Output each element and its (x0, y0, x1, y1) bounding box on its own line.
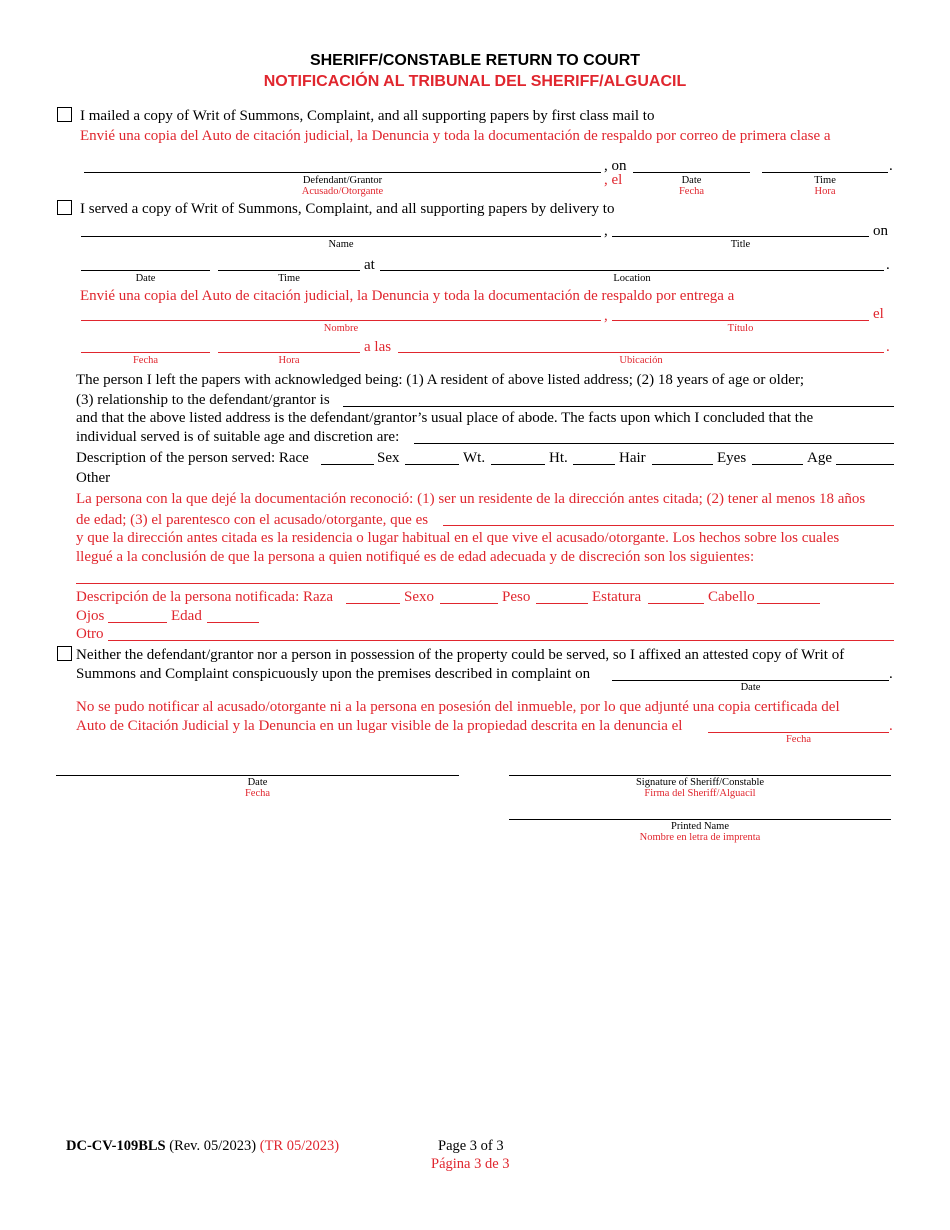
sheriff-signature-field[interactable] (509, 775, 891, 776)
delivery-name-label: Name (328, 239, 354, 250)
ack-line-4-spanish: llegué a la conclusión de que la persona a quien notifiqué es de edad adecuada y de discreción son los siguientes: (76, 549, 755, 565)
mailed-time-label-spanish: Hora (814, 186, 836, 197)
defendant-grantor-label: Defendant/Grantor (302, 175, 383, 186)
hair-label: Hair (619, 450, 646, 466)
ack-line-2: (3) relationship to the defendant/grantor is (76, 392, 330, 408)
sex-label: Sex (377, 450, 400, 466)
mailed-on-label-spanish: , el (604, 172, 623, 188)
mailed-text: I mailed a copy of Writ of Summons, Complaint, and all supporting papers by first class mail to (80, 108, 655, 124)
age-label: Age (807, 450, 832, 466)
otro-field[interactable] (108, 640, 894, 641)
cabello-label: Cabello (708, 589, 755, 605)
delivery-ubicacion-label: Ubicación (619, 355, 663, 366)
other-label: Other (76, 470, 111, 486)
otro-label: Otro (76, 626, 104, 642)
mailed-on-label: , on (604, 158, 627, 174)
posting-date-field[interactable] (612, 680, 889, 681)
delivery-fecha-field[interactable] (81, 352, 210, 353)
posting-checkbox[interactable] (57, 646, 72, 661)
sexo-field[interactable] (440, 603, 498, 604)
delivery-location-label: Location (613, 273, 651, 284)
signature-date-label: Date (247, 777, 268, 788)
posting-fecha-field[interactable] (708, 732, 889, 733)
form-revision: (Rev. 05/2023) (169, 1138, 257, 1154)
posting-date-label: Date (740, 682, 761, 693)
mailed-date-field[interactable] (633, 172, 750, 173)
delivery-checkbox[interactable] (57, 200, 72, 215)
height-field[interactable] (573, 464, 615, 465)
delivery-date-label: Date (135, 273, 156, 284)
mailed-text-spanish: Envié una copia del Auto de citación judicial, la Denuncia y toda la documentación de respaldo por correo de primera clase a (80, 128, 831, 144)
form-footer (66, 1137, 339, 1155)
peso-field[interactable] (536, 603, 588, 604)
form-translation-revision: (TR 05/2023) (259, 1138, 340, 1154)
delivery-nombre-field[interactable] (81, 320, 601, 321)
estatura-label: Estatura (592, 589, 642, 605)
ack-line-2-spanish: de edad; (3) el parentesco con el acusado/otorgante, que es (76, 512, 429, 528)
eyes-field[interactable] (752, 464, 803, 465)
mailed-date-label: Date (681, 175, 702, 186)
mailed-period: . (889, 158, 893, 174)
delivery-at-label: at (364, 257, 375, 273)
weight-label: Wt. (463, 450, 486, 466)
ojos-field[interactable] (108, 622, 167, 623)
description-label: Description of the person served: Race (76, 450, 309, 466)
delivery-date-field[interactable] (81, 270, 210, 271)
printed-name-label: Printed Name (670, 821, 730, 832)
mailed-time-label: Time (814, 175, 836, 186)
delivery-titulo-label: Título (727, 323, 754, 334)
race-field[interactable] (321, 464, 374, 465)
ack-line-1: The person I left the papers with acknowledged being: (1) A resident of above listed address; (2) 18 years of age or older; (76, 372, 805, 388)
ack-line-3-spanish: y que la dirección antes citada es la residencia o lugar habitual en el que vive el acusado/otorgante. Los hechos sobre los cuales (76, 530, 840, 546)
cabello-field[interactable] (757, 603, 820, 604)
form-id: DC-CV-109BLS (66, 1138, 166, 1154)
ack-line-3: and that the above listed address is the defendant/grantor’s usual place of abode. The facts upon which I concluded that the (76, 410, 814, 426)
suitable-age-facts-field[interactable] (414, 443, 894, 444)
height-label: Ht. (549, 450, 568, 466)
delivery-hora-field[interactable] (218, 352, 360, 353)
weight-field[interactable] (491, 464, 545, 465)
posting-line-1: Neither the defendant/grantor nor a person in possession of the property could be served, so I affixed an attested copy of Writ of (76, 647, 845, 663)
defendant-grantor-label-spanish: Acusado/Otorgante (301, 186, 384, 197)
delivery-a-las-label: a las (364, 339, 392, 355)
parentesco-field[interactable] (443, 525, 894, 526)
signature-date-label-spanish: Fecha (244, 788, 271, 799)
page-title-spanish: NOTIFICACIÓN AL TRIBUNAL DEL SHERIFF/ALGUACIL (263, 73, 687, 90)
delivery-ubicacion-field[interactable] (398, 352, 884, 353)
delivery-title-field[interactable] (612, 236, 869, 237)
page-title: SHERIFF/CONSTABLE RETURN TO COURT (309, 52, 641, 69)
delivery-time-label: Time (278, 273, 300, 284)
delivery-location-field[interactable] (380, 270, 884, 271)
printed-name-field[interactable] (509, 819, 891, 820)
ojos-label: Ojos (76, 608, 105, 624)
page-number: Page 3 of 3 (438, 1138, 504, 1154)
relationship-field[interactable] (343, 406, 894, 407)
delivery-title-label: Title (730, 239, 751, 250)
posting-fecha-label: Fecha (785, 734, 812, 745)
age-field[interactable] (836, 464, 894, 465)
estatura-field[interactable] (648, 603, 704, 604)
delivery-hora-label: Hora (278, 355, 300, 366)
posting-period-spanish: . (889, 718, 893, 734)
printed-name-label-spanish: Nombre en letra de imprenta (639, 832, 761, 843)
delivery-time-field[interactable] (218, 270, 360, 271)
delivery-fecha-label: Fecha (132, 355, 159, 366)
delivery-nombre-label: Nombre (323, 323, 359, 334)
delivery-text: I served a copy of Writ of Summons, Complaint, and all supporting papers by delivery to (80, 201, 615, 217)
raza-field[interactable] (346, 603, 400, 604)
mailed-checkbox[interactable] (57, 107, 72, 122)
delivery-comma: , (604, 223, 608, 239)
hair-field[interactable] (652, 464, 713, 465)
delivery-on-label: on (873, 223, 888, 239)
edad-field[interactable] (207, 622, 259, 623)
peso-label: Peso (502, 589, 531, 605)
sheriff-signature-label: Signature of Sheriff/Constable (635, 777, 765, 788)
delivery-period-spanish: . (886, 339, 890, 355)
mailed-date-label-spanish: Fecha (678, 186, 705, 197)
description-label-spanish: Descripción de la persona notificada: Raza (76, 589, 333, 605)
signature-date-field[interactable] (56, 775, 459, 776)
ack-line-4: individual served is of suitable age and discretion are: (76, 429, 400, 445)
eyes-label: Eyes (717, 450, 747, 466)
delivery-period: . (886, 257, 890, 273)
posting-period: . (889, 666, 893, 682)
sex-field[interactable] (405, 464, 459, 465)
posting-line-2: Summons and Complaint conspicuously upon the premises described in complaint on (76, 666, 591, 682)
delivery-text-spanish: Envié una copia del Auto de citación judicial, la Denuncia y toda la documentación de respaldo por entrega a (80, 288, 735, 304)
delivery-comma-spanish: , (604, 308, 608, 324)
sexo-label: Sexo (404, 589, 434, 605)
delivery-titulo-field[interactable] (612, 320, 869, 321)
posting-line-1-spanish: No se pudo notificar al acusado/otorgante ni a la persona en posesión del inmueble, por lo que adjunté una copia certificada del (76, 699, 840, 715)
ack-line-1-spanish: La persona con la que dejé la documentación reconoció: (1) ser un residente de la dirección antes citada; (2) tener al menos 18 años (76, 491, 866, 507)
delivery-el-label: el (873, 306, 884, 322)
page-number-spanish: Página 3 de 3 (431, 1156, 510, 1172)
posting-line-2-spanish: Auto de Citación Judicial y la Denuncia en un lugar visible de la propiedad descrita en la denuncia el (76, 718, 683, 734)
defendant-grantor-field[interactable] (84, 172, 601, 173)
mailed-time-field[interactable] (762, 172, 888, 173)
hechos-field[interactable] (76, 583, 894, 584)
edad-label: Edad (171, 608, 202, 624)
delivery-name-field[interactable] (81, 236, 601, 237)
sheriff-signature-label-spanish: Firma del Sheriff/Alguacil (644, 788, 756, 799)
